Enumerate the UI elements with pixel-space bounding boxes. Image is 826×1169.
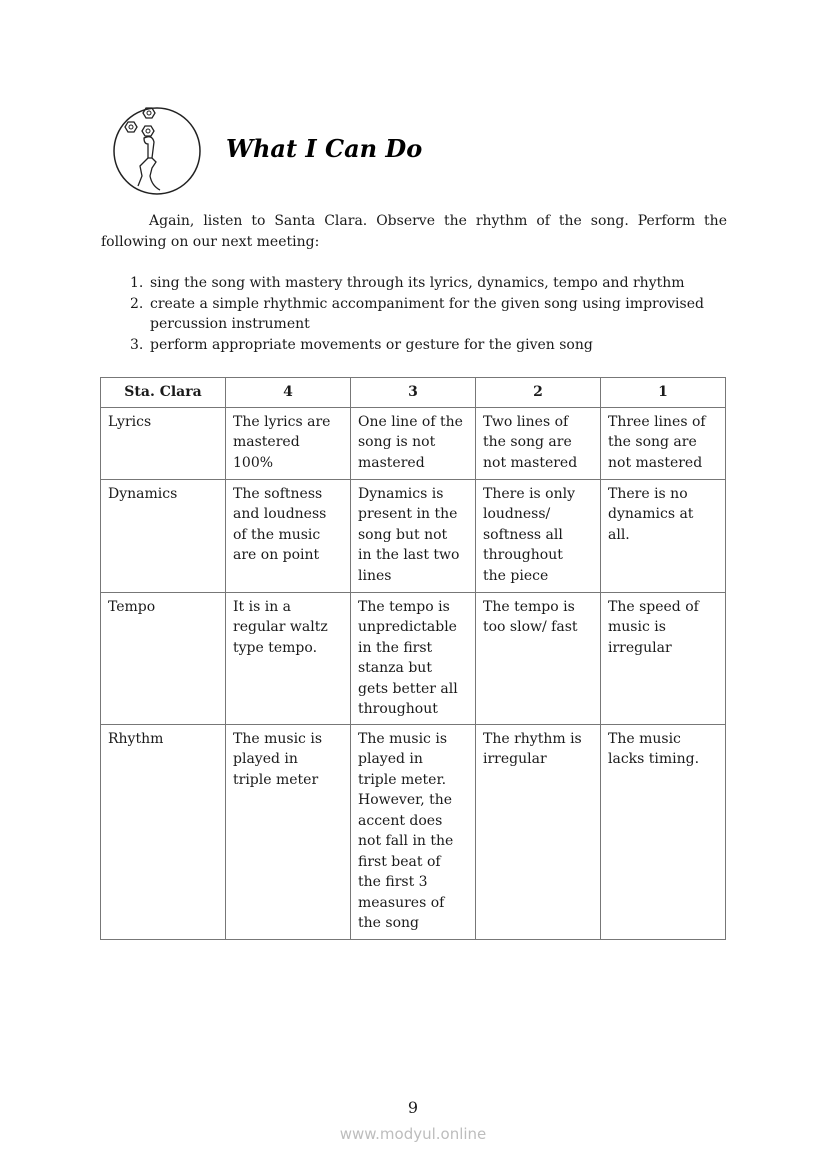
header-cell: 4 [226, 378, 351, 408]
table-cell: Tempo [101, 592, 226, 724]
table-row [101, 724, 726, 939]
watermark: www.modyul.online [339, 1125, 487, 1143]
table-cell: There is no dynamics at all. [601, 479, 726, 592]
item-number: 1. [130, 275, 144, 291]
table-header-row [101, 378, 726, 408]
header-cell: Sta. Clara [101, 378, 226, 408]
table-cell: The lyrics are mastered 100% [226, 407, 351, 479]
table-cell: The tempo is too slow/ fast [476, 592, 601, 724]
item-number: 2. [130, 295, 144, 312]
table-cell: The tempo is unpredictable in the first stanza but gets better all throughout [351, 592, 476, 724]
table-cell: Lyrics [101, 407, 226, 479]
table-cell: The softness and loudness of the music are on point [226, 479, 351, 592]
item-text: create a simple rhythmic accompaniment for the given song using improvised percussion instrument [150, 295, 704, 332]
table-row [101, 407, 726, 479]
item-text: sing the song with mastery through its lyrics, dynamics, tempo and rhythm [150, 275, 685, 291]
section-title: What I Can Do [226, 134, 423, 163]
hand-with-wrench-icon [112, 106, 202, 196]
table-cell: The rhythm is irregular [476, 724, 601, 939]
table-cell: The music is played in triple meter [226, 724, 351, 939]
table-cell: Rhythm [101, 724, 226, 939]
rubric-table [100, 377, 726, 940]
list-item [130, 335, 730, 356]
table-cell: Three lines of the song are not mastered [601, 407, 726, 479]
item-number: 3. [130, 336, 144, 353]
list-item [130, 273, 730, 294]
task-list [130, 273, 730, 355]
table-cell: Two lines of the song are not mastered [476, 407, 601, 479]
page-number: 9 [407, 1098, 419, 1117]
list-item [130, 294, 730, 335]
table-cell: Dynamics [101, 479, 226, 592]
item-text: perform appropriate movements or gesture for the given song [150, 336, 593, 353]
table-cell: There is only loudness/ softness all throughout the piece [476, 479, 601, 592]
table-row [101, 479, 726, 592]
table-cell: The music lacks timing. [601, 724, 726, 939]
table-row [101, 592, 726, 724]
table-cell: Dynamics is present in the song but not in the last two lines [351, 479, 476, 592]
header-cell: 1 [601, 378, 726, 408]
table-cell: The speed of music is irregular [601, 592, 726, 724]
intro-paragraph: Again, listen to Santa Clara. Observe the rhythm of the song. Perform the following on our next meeting: [101, 213, 727, 250]
table-cell: The music is played in triple meter. However, the accent does not fall in the first beat of the first 3 measures of the song [351, 724, 476, 939]
header-cell: 2 [476, 378, 601, 408]
table-cell: One line of the song is not mastered [351, 407, 476, 479]
table-cell: It is in a regular waltz type tempo. [226, 592, 351, 724]
header-cell: 3 [351, 378, 476, 408]
